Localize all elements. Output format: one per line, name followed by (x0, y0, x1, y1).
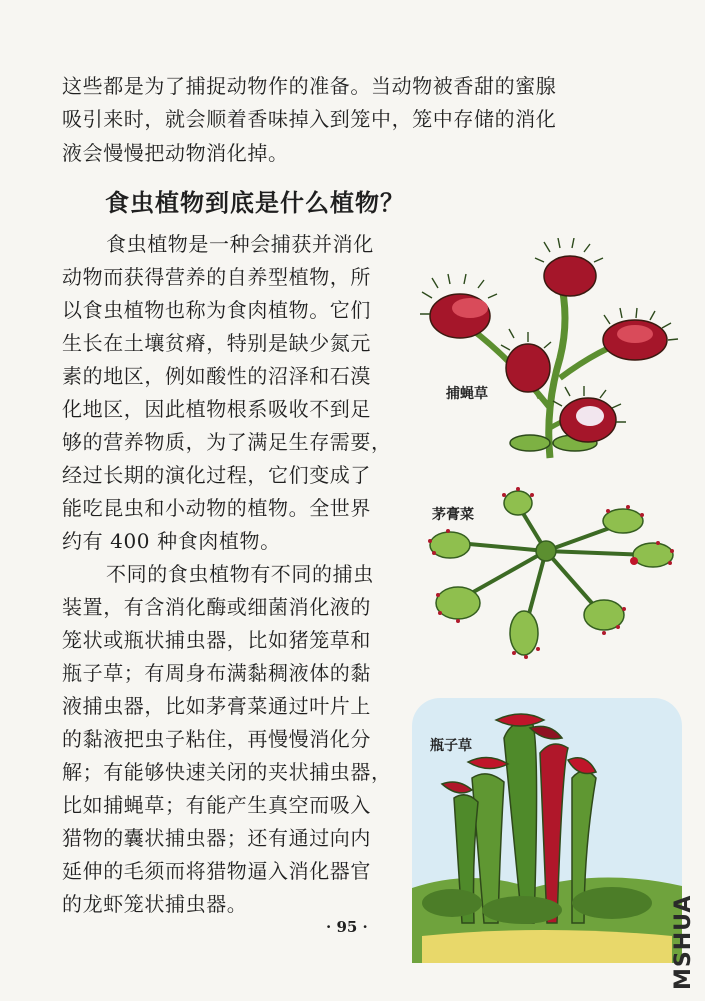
sundew-label: 茅膏菜 (432, 507, 474, 523)
para1-line: 化地区，因此植物根系吸收不到足 (62, 397, 371, 421)
para1-line: 经过长期的演化过程，它们变成了 (62, 463, 371, 487)
para1-line: 动物而获得营养的自养型植物，所 (62, 265, 371, 289)
para2-line: 不同的食虫植物有不同的捕虫 (106, 562, 374, 586)
para2-line: 瓶子草；有周身布满黏稠液体的黏 (62, 661, 371, 685)
para1-line: 素的地区，例如酸性的沼泽和石漠 (62, 364, 371, 388)
para2-line: 装置，有含消化酶或细菌消化液的 (62, 595, 371, 619)
para1-line: 生长在土壤贫瘠，特别是缺少氮元 (62, 331, 371, 355)
pitcher-plant-label: 瓶子草 (430, 738, 472, 754)
para2-line: 的龙虾笼状捕虫器。 (62, 892, 248, 916)
para2-line: 液捕虫器，比如茅膏菜通过叶片上 (62, 694, 371, 718)
intro-line: 这些都是为了捕捉动物作的准备。当动物被香甜的蜜腺 (62, 74, 557, 98)
para2-line: 猎物的囊状捕虫器；还有通过向内 (62, 826, 371, 850)
para1-line: 约有 400 种食肉植物。 (62, 529, 281, 553)
flytrap-illustration (410, 238, 680, 468)
para2-line: 解；有能够快速关闭的夹状捕虫器， (62, 760, 392, 784)
intro-line: 液会慢慢把动物消化掉。 (62, 141, 289, 165)
page-number: · 95 · (326, 918, 368, 936)
flytrap-label: 捕蝇草 (446, 386, 488, 402)
section-heading: 食虫植物到底是什么植物？ (105, 189, 405, 217)
para2-line: 的黏液把虫子粘住，再慢慢消化分 (62, 727, 371, 751)
para2-line: 笼状或瓶状捕虫器，比如猪笼草和 (62, 628, 371, 652)
para1-line: 以食虫植物也称为食肉植物。它们 (62, 298, 371, 322)
para1-line: 够的营养物质，为了满足生存需要， (62, 430, 392, 454)
svg-text:MSHUA: MSHUA (671, 894, 696, 990)
intro-line: 吸引来时，就会顺着香味掉入到笼中，笼中存储的消化 (62, 107, 557, 131)
para1-line: 能吃昆虫和小动物的植物。全世界 (62, 496, 371, 520)
para2-line: 比如捕蝇草；有能产生真空而吸入 (62, 793, 371, 817)
para2-line: 延伸的毛须而将猎物逼入消化器官 (62, 859, 371, 883)
watermark (666, 882, 696, 992)
para1-line: 食虫植物是一种会捕获并消化 (106, 232, 374, 256)
